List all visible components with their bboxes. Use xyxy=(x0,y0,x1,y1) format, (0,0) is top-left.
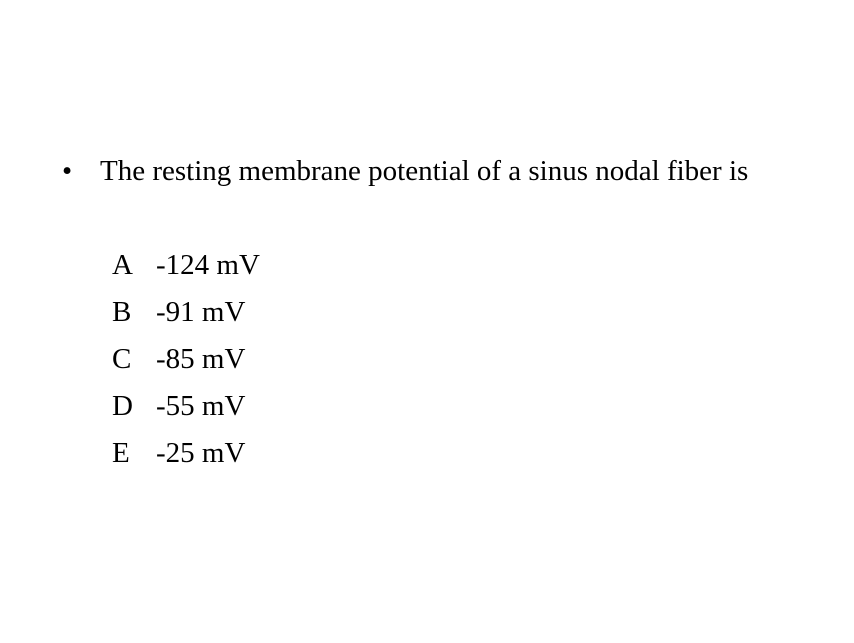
option-c xyxy=(112,336,260,383)
option-letter: A xyxy=(112,249,133,281)
option-b xyxy=(112,289,260,336)
option-a xyxy=(112,242,260,289)
option-e xyxy=(112,430,260,477)
question-text: The resting membrane potential of a sinus nodal fiber is xyxy=(100,155,749,187)
option-value: -124 mV xyxy=(156,249,260,281)
option-letter: D xyxy=(112,390,133,422)
bullet-marker: • xyxy=(62,155,73,187)
question-block xyxy=(62,152,782,190)
option-value: -91 mV xyxy=(156,296,246,328)
option-letter: C xyxy=(112,343,132,375)
option-value: -25 mV xyxy=(156,437,246,469)
option-value: -55 mV xyxy=(156,390,246,422)
option-value: -85 mV xyxy=(156,343,246,375)
option-letter: E xyxy=(112,437,130,469)
option-letter: B xyxy=(112,296,132,328)
answer-options xyxy=(112,242,260,477)
option-d xyxy=(112,383,260,430)
